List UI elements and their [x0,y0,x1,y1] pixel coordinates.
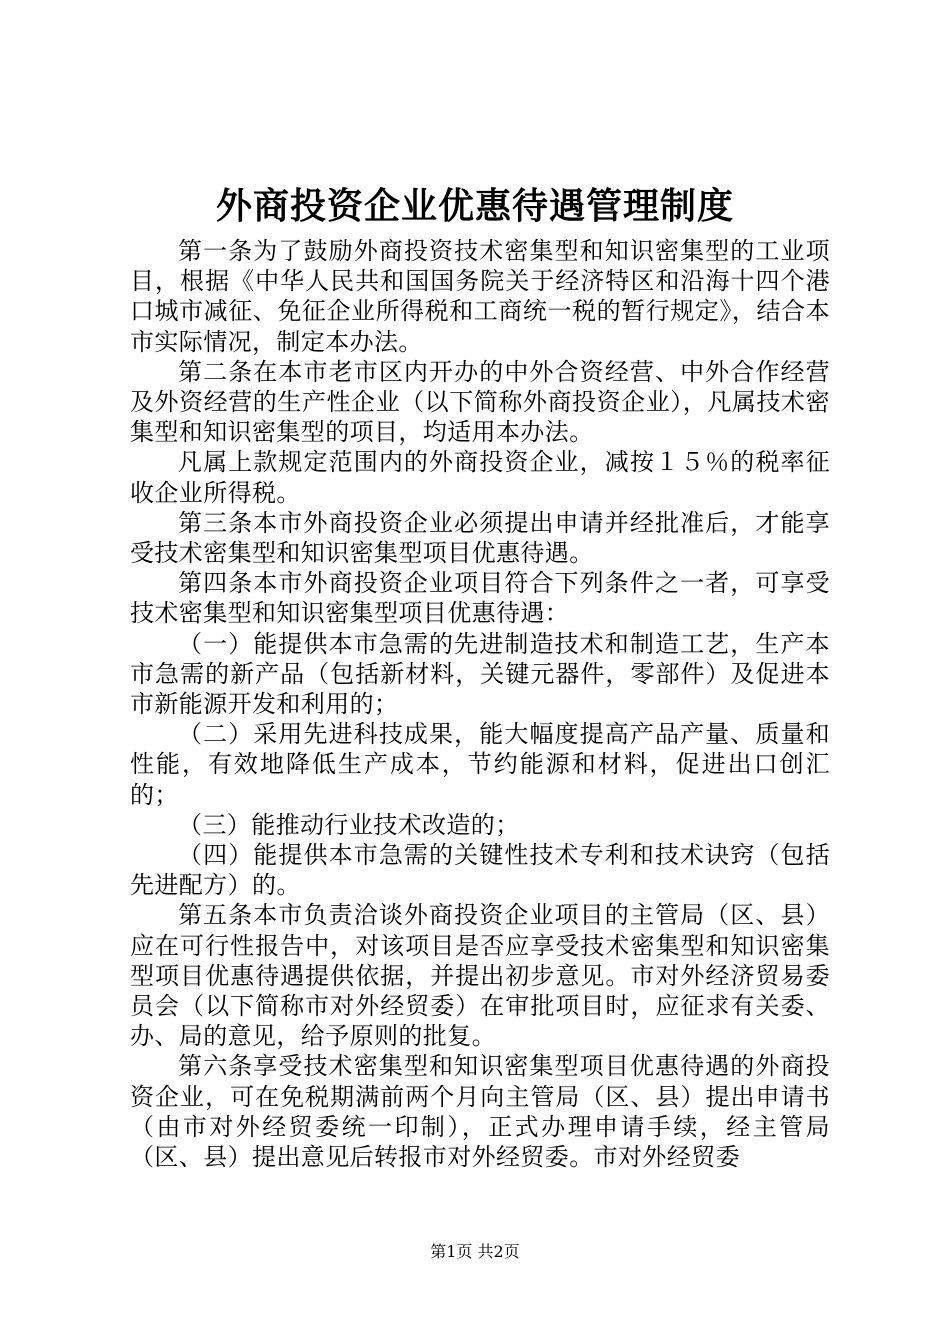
paragraph-article-4: 第四条本市外商投资企业项目符合下列条件之一者，可享受技术密集型和知识密集型项目优惠待遇： [130,569,830,628]
paragraph-article-2: 第二条在本市老市区内开办的中外合资经营、中外合作经营及外资经营的生产性企业（以下简称外商投资企业），凡属技术密集型和知识密集型的项目，均适用本办法。 [130,357,830,447]
paragraph-condition-2: （二）采用先进科技成果，能大幅度提高产品产量、质量和性能，有效地降低生产成本，节约能源和材料，促进出口创汇的； [130,720,830,809]
paragraph-article-6: 第六条享受技术密集型和知识密集型项目优惠待遇的外商投资企业，可在免税期满前两个月向主管局（区、县）提出申请书（由市对外经贸委统一印制），正式办理申请手续，经主管局（区、县）提出意见后转报市对外经贸委。市对外经贸委 [130,1052,830,1172]
document-title: 外商投资企业优惠待遇管理制度 [215,185,734,227]
paragraph-article-5: 第五条本市负责洽谈外商投资企业项目的主管局（区、县）应在可行性报告中，对该项目是否应享受技术密集型和知识密集型项目优惠待遇提供依据，并提出初步意见。市对外经济贸易委员会（以下简称市对外经贸委）在审批项目时，应征求有关委、办、局的意见，给予原则的批复。 [130,901,830,1051]
paragraph-article-2-clause: 凡属上款规定范围内的外商投资企业，减按１５％的税率征收企业所得税。 [130,448,830,507]
document-body [130,236,830,1172]
page-footer: 第1页 共2页 [430,1242,520,1261]
paragraph-condition-3: （三）能推动行业技术改造的； [178,810,520,839]
paragraph-condition-1: （一）能提供本市急需的先进制造技术和制造工艺，生产本市急需的新产品（包括新材料，关键元器件，零部件）及促进本市新能源开发和利用的； [130,629,830,719]
paragraph-condition-4: （四）能提供本市急需的关键性技术专利和技术诀窍（包括先进配方）的。 [130,841,830,900]
paragraph-article-1: 第一条为了鼓励外商投资技术密集型和知识密集型的工业项目，根据《中华人民共和国国务院关于经济特区和沿海十四个港口城市减征、免征企业所得税和工商统一税的暂行规定》，结合本市实际情况，制定本办法。 [130,237,830,356]
paragraph-article-3: 第三条本市外商投资企业必须提出申请并经批准后，才能享受技术密集型和知识密集型项目优惠待遇。 [130,508,830,568]
